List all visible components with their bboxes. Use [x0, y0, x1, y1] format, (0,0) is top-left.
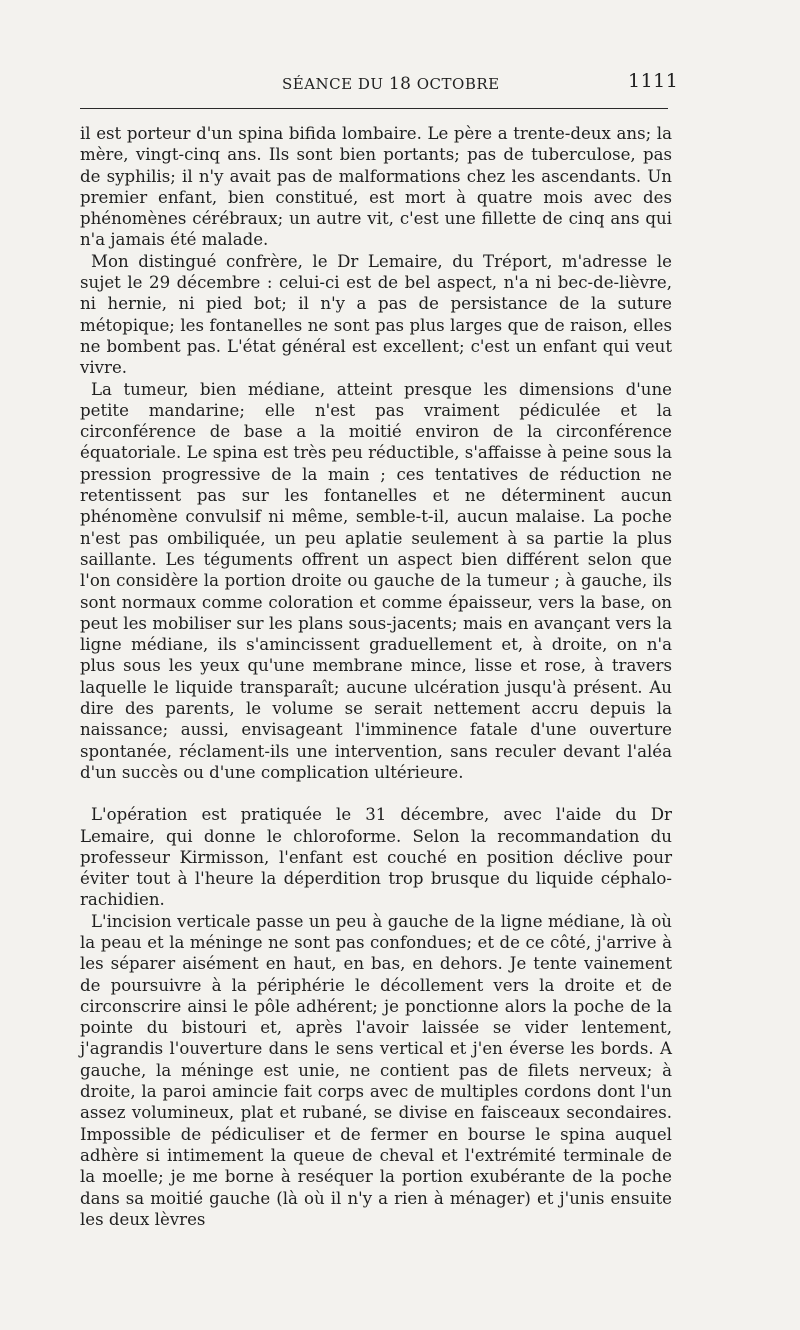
running-title-day: 18 — [388, 74, 412, 94]
header-rule — [80, 108, 668, 109]
running-title-prefix: SÉANCE DU — [282, 75, 389, 93]
page-number: 1111 — [628, 70, 679, 92]
running-title-suffix: OCTOBRE — [411, 75, 500, 93]
body-text — [80, 123, 672, 1230]
paragraph-5: L'incision verticale passe un peu à gauche de la ligne médiane, là où la peau et la méninge ne sont pas confondues; et de ce côté, j'arrive à les séparer aisément en haut, en bas, en dehors. Je tente vainement de poursuivre à la périphérie le décollement vers la droite et de circonscrire ainsi le pôle adhérent; je ponctionne alors la poche de la pointe du bistouri et, après l'avoir laissée se vider lentement, j'agrandis l'ouverture dans le sens vertical et j'en éverse les bords. A gauche, la méninge est unie, ne contient pas de filets nerveux; à droite, la paroi amincie fait corps avec de multiples cordons dont l'un assez volumineux, plat et rubané, se divise en faisceaux secondaires. Impossible de pédiculiser et de fermer en bourse le spina auquel adhère si intimement la queue de cheval et l'extrémité terminale de la moelle; je me borne à reséquer la portion exubérante de la poche dans sa moitié gauche (là où il n'y a rien à ménager) et j'unis ensuite les deux lèvres — [80, 911, 672, 1229]
running-title — [282, 74, 500, 94]
paragraph-2: Mon distingué confrère, le Dr Lemaire, du Tréport, m'adresse le sujet le 29 décembre : celui-ci est de bel aspect, n'a ni bec-de-lièvre, ni hernie, ni pied bot; il n'y a pas de persistance de la suture métopique; les fontanelles ne sont pas plus larges que de raison, elles ne bombent pas. L'état général est excellent; c'est un enfant qui veut vivre. — [80, 251, 672, 378]
paragraph-4: L'opération est pratiquée le 31 décembre, avec l'aide du Dr Lemaire, qui donne le chloroforme. Selon la recommandation du professeur Kirmisson, l'enfant est couché en position déclive pour éviter tout à l'heure la déperdition trop brusque du liquide céphalo-rachidien. — [80, 805, 672, 910]
running-head — [0, 66, 800, 96]
paragraph-3: La tumeur, bien médiane, atteint presque les dimensions d'une petite mandarine; elle n'est pas vraiment pédiculée et la circonférence de base a la moitié environ de la circonférence équatoriale. Le spina est très peu réductible, s'affaisse à peine sous la pression progressive de la main ; ces tentatives de réduction ne retentissent pas sur les fontanelles et ne déterminent aucun phénomène convulsif ni même, semble-t-il, aucun malaise. La poche n'est pas ombiliquée, un peu aplatie seulement à sa partie la plus saillante. Les téguments offrent un aspect bien différent selon que l'on considère la portion droite ou gauche de la tumeur ; à gauche, ils sont normaux comme coloration et comme épaisseur, vers la base, on peut les mobiliser sur les plans sous-jacents; mais en avançant vers la ligne médiane, ils s'amincissent graduellement et, à droite, on n'a plus sous les yeux qu'une membrane mince, lisse et rose, à travers laquelle le liquide transparaît; aucune ulcération jusqu'à présent. Au dire des parents, le volume se serait nettement accru depuis la naissance; aussi, envisageant l'imminence fatale d'une ouverture spontanée, réclament-ils une intervention, sans reculer devant l'aléa d'un succès ou d'une complication ultérieure. — [80, 379, 672, 782]
paragraph-1: il est porteur d'un spina bifida lombaire. Le père a trente-deux ans; la mère, vingt-cinq ans. Ils sont bien portants; pas de tuberculose, pas de syphilis; il n'y avait pas de malformations chez les ascendants. Un premier enfant, bien constitué, est mort à quatre mois avec des phénomènes cérébraux; un autre vit, c'est une fillette de cinq ans qui n'a jamais été malade. — [80, 124, 672, 250]
